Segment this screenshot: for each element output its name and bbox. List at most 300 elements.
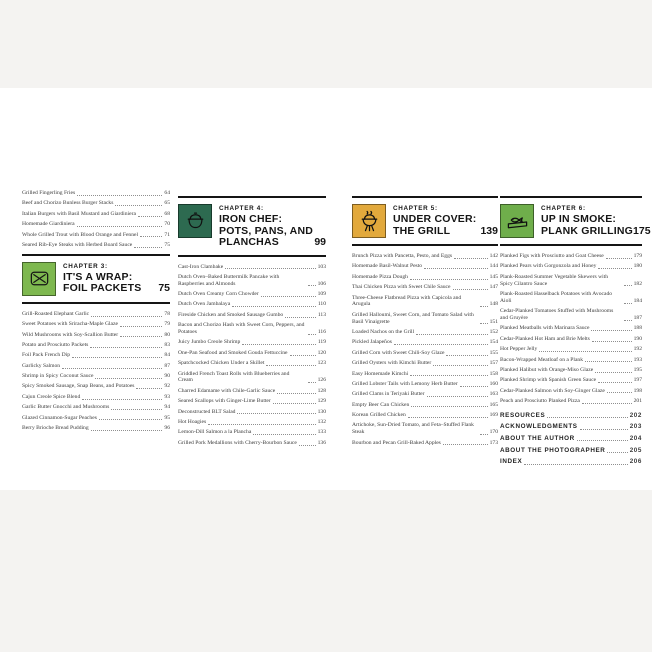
toc-page-number: 197 xyxy=(633,377,642,384)
toc-item xyxy=(22,232,170,239)
chapter-label: CHAPTER 4: xyxy=(219,205,264,212)
chapter-title-line: THE GRILL xyxy=(393,224,451,237)
toc-page-number: 163 xyxy=(489,391,498,398)
toc-item-title: Cedar-Planked Salmon with Soy-Ginger Glaze xyxy=(500,387,605,394)
dot-leader xyxy=(299,444,316,446)
toc-item-title: Homemade Giardiniera xyxy=(22,221,75,228)
toc-page-number: 206 xyxy=(629,458,642,466)
toc-page-number: 109 xyxy=(317,291,326,298)
toc-item-title: Lemon-Dill Salmon a la Plancha xyxy=(178,429,252,436)
toc-page-number: 68 xyxy=(164,210,170,217)
toc-item-title: Potato and Prosciutto Packets xyxy=(22,341,89,348)
dot-leader xyxy=(582,402,632,404)
dot-leader xyxy=(606,257,632,259)
toc-page-number: 136 xyxy=(317,439,326,446)
chapter-label: CHAPTER 5: xyxy=(393,205,438,212)
toc-column-1 xyxy=(22,190,170,435)
toc-page-number: 83 xyxy=(164,341,170,348)
dot-leader xyxy=(524,463,627,465)
toc-item-title: Empty Beer Can Chicken xyxy=(352,401,410,408)
toc-item xyxy=(500,253,642,260)
toc-item-title: Seared Rib-Eye Steaks with Herbed Board Sauce xyxy=(22,241,133,248)
dot-leader xyxy=(232,305,316,307)
toc-item-title: Planked Shrimp with Spanish Green Sauce xyxy=(500,377,597,384)
dot-leader xyxy=(95,377,162,379)
toc-item xyxy=(22,211,170,218)
toc-item-title: Hot Hoagies xyxy=(178,418,207,425)
dot-leader xyxy=(577,439,628,441)
dot-leader xyxy=(134,246,162,248)
toc-item xyxy=(22,242,170,249)
toc-item xyxy=(178,301,326,308)
toc-page-number: 119 xyxy=(317,339,326,346)
toc-page-number: 190 xyxy=(633,335,642,342)
toc-page-number: 160 xyxy=(489,380,498,387)
toc-page-number: 198 xyxy=(633,387,642,394)
toc-item-title: Bourbon and Pecan Grill-Baked Apples xyxy=(352,439,441,446)
toc-column-3 xyxy=(352,190,498,450)
dot-leader xyxy=(111,408,162,410)
toc-item-title: Whole Grilled Trout with Blood Orange and Fennel xyxy=(22,231,139,238)
toc-item-title: Grilled Pork Medallions with Cherry-Bourbon Sauce xyxy=(178,439,297,446)
end-matter-item xyxy=(500,435,642,442)
toc-item-title: Juicy Jumbo Creole Shrimp xyxy=(178,339,241,346)
dot-leader xyxy=(607,391,632,393)
dot-leader xyxy=(411,405,487,407)
toc-page-number: 204 xyxy=(629,435,642,443)
toc-page-number: 155 xyxy=(489,349,498,356)
toc-item xyxy=(352,402,498,409)
toc-page-number: 173 xyxy=(489,439,498,446)
toc-page-number: 132 xyxy=(317,418,326,425)
dot-leader xyxy=(136,387,162,389)
toc-item-title: Cast-Iron Clambake xyxy=(178,263,224,270)
dot-leader xyxy=(290,354,316,356)
dot-leader xyxy=(82,398,162,400)
toc-item-title: Glazed Cinnamon-Sugar Peaches xyxy=(22,414,97,421)
toc-item-title: Grilled Oysters with Kimchi Butter xyxy=(352,360,432,367)
toc-item xyxy=(500,308,642,322)
dot-leader xyxy=(261,295,316,297)
toc-page-number: 80 xyxy=(164,331,170,338)
end-matter-item xyxy=(500,412,642,419)
dot-leader xyxy=(115,204,162,206)
toc-item-title: Homemade Pizza Dough xyxy=(352,273,408,280)
dot-leader xyxy=(90,346,162,348)
dot-leader xyxy=(273,402,316,404)
dot-leader xyxy=(624,284,632,286)
toc-item xyxy=(22,332,170,339)
toc-item xyxy=(178,312,326,319)
toc-page-number: 123 xyxy=(317,360,326,367)
chapter-title-line: IT'S A WRAP: xyxy=(63,270,133,283)
toc-page-number: 192 xyxy=(633,346,642,353)
toc-item xyxy=(500,367,642,374)
toc-page-number: 78 xyxy=(164,310,170,317)
dot-leader xyxy=(433,364,487,366)
toc-page-number: 142 xyxy=(489,253,498,259)
toc-item xyxy=(500,274,642,288)
dot-leader xyxy=(416,333,487,335)
toc-item-title: Grilled Clams in Teriyaki Butter xyxy=(352,391,425,398)
toc-item xyxy=(500,291,642,305)
toc-item-title: Deconstructed BLT Salad xyxy=(178,408,236,415)
toc-item-title: Dutch Oven Creamy Corn Chowder xyxy=(178,291,259,298)
chapter-page-number: 175 xyxy=(633,224,651,237)
toc-item-title: Grilled Lobster Tails with Lemony Herb Butter xyxy=(352,380,458,387)
dot-leader xyxy=(242,343,316,345)
toc-item xyxy=(178,322,326,336)
dot-leader xyxy=(595,371,631,373)
toc-item-title: Bacon and Chorizo Hash with Sweet Corn, Peppers, and Potatoes xyxy=(178,322,305,336)
toc-page-number: 158 xyxy=(489,370,498,377)
chapter-title-line: PLANCHAS xyxy=(219,236,279,248)
dot-leader xyxy=(410,374,487,376)
toc-item-title: Korean Grilled Chicken xyxy=(352,412,406,419)
toc-item xyxy=(22,200,170,207)
toc-page-number: 130 xyxy=(317,408,326,415)
chapter2-overflow-list xyxy=(22,190,170,249)
toc-page-number: 92 xyxy=(164,383,170,390)
toc-item xyxy=(178,360,326,367)
dot-leader xyxy=(277,392,315,394)
toc-item-title: Cajun Creole Spice Blend xyxy=(22,393,81,400)
chapter6-recipe-list xyxy=(500,253,642,405)
toc-page-number: 129 xyxy=(317,398,326,405)
toc-page-number: 169 xyxy=(489,412,498,419)
dot-leader xyxy=(480,322,488,324)
toc-item-title: Planked Figs with Prosciutto and Goat Cheese xyxy=(500,253,604,259)
dot-leader xyxy=(91,315,162,317)
toc-page-number: 65 xyxy=(164,200,170,207)
toc-page-number: 201 xyxy=(633,398,642,405)
toc-item-title: Dutch Oven Jambalaya xyxy=(178,301,231,308)
chapter-title-line: FOIL PACKETS xyxy=(63,282,142,295)
dot-leader xyxy=(308,284,316,286)
toc-item-title: One-Pan Seafood and Smoked Gouda Fettuccine xyxy=(178,349,288,356)
toc-item-title: Charred Edamame with Chile-Garlic Sauce xyxy=(178,387,276,394)
toc-item xyxy=(352,422,498,436)
chapter-title-line: POTS, PANS, AND xyxy=(219,224,314,237)
toc-page-number: 148 xyxy=(489,301,498,308)
toc-page-number: 203 xyxy=(629,423,642,431)
dot-leader xyxy=(460,385,488,387)
dot-leader xyxy=(99,418,163,420)
toc-column-4 xyxy=(500,190,651,470)
dot-leader xyxy=(591,329,631,331)
toc-page-number: 113 xyxy=(317,311,326,318)
toc-item-title: Cedar-Planked Hot Ham and Brie Melts xyxy=(500,335,590,342)
toc-page-number: 182 xyxy=(633,280,642,287)
toc-item-title: Plank-Roasted Summer Vegetable Skewers with Spicy Cilantro Sauce xyxy=(500,273,609,287)
chapter5-recipe-list xyxy=(352,253,498,446)
toc-item-title: Italian Burgers with Basil Mustard and Giardiniera xyxy=(22,210,136,217)
dot-leader xyxy=(120,335,162,337)
end-matter-item xyxy=(500,423,642,430)
toc-item xyxy=(500,325,642,332)
toc-page-number: 145 xyxy=(489,273,498,280)
toc-item-title: Wild Mushrooms with Soy-Scallion Butter xyxy=(22,331,119,338)
planked-fish-icon xyxy=(500,204,534,238)
toc-item-title: Grill-Roasted Elephant Garlic xyxy=(22,310,90,317)
toc-item xyxy=(178,398,326,405)
dot-leader xyxy=(208,423,315,425)
toc-item xyxy=(22,342,170,349)
dot-leader xyxy=(424,267,488,269)
toc-item xyxy=(352,381,498,388)
toc-item-title: Berry Brioche Bread Pudding xyxy=(22,425,89,432)
toc-item-title: Foil Pack French Dip xyxy=(22,352,71,359)
toc-page-number: 116 xyxy=(317,329,326,336)
toc-item-title: Hot Pepper Jelly xyxy=(500,346,538,353)
toc-item xyxy=(178,371,326,385)
toc-item-title: Loaded Nachos on the Grill xyxy=(352,328,415,335)
dot-leader xyxy=(480,305,488,307)
chapter-title-line: PLANK GRILLING xyxy=(541,224,634,237)
toc-page-number: 93 xyxy=(164,393,170,400)
toc-item-title: Grilled Fingerling Fries xyxy=(22,190,76,196)
toc-page-number: 165 xyxy=(489,401,498,408)
toc-item xyxy=(352,295,498,309)
toc-page-number: 94 xyxy=(164,404,170,411)
toc-page-number: 170 xyxy=(489,429,498,436)
toc-column-2 xyxy=(178,190,326,450)
toc-item xyxy=(352,253,498,260)
chapter-page-number: 139 xyxy=(480,224,498,237)
toc-item xyxy=(352,329,498,336)
toc-item xyxy=(352,440,498,447)
toc-item-title: Brunch Pizza with Pancetta, Pesto, and Eggs xyxy=(352,253,453,259)
chapter-title-line: UP IN SMOKE: xyxy=(541,213,617,225)
toc-item xyxy=(500,398,642,405)
toc-page-number: 154 xyxy=(489,339,498,346)
toc-item-title: Planked Halibut with Orange-Miso Glaze xyxy=(500,366,594,373)
toc-item-title: Garlicky Salmon xyxy=(22,362,61,369)
dot-leader xyxy=(592,340,632,342)
dot-leader xyxy=(394,343,488,345)
toc-page-number: 195 xyxy=(633,366,642,373)
toc-page-number: 152 xyxy=(489,328,498,335)
dot-leader xyxy=(539,350,631,352)
dot-leader xyxy=(585,360,632,362)
toc-item-title: Planked Pears with Gorgonzola and Honey xyxy=(500,263,597,270)
dot-leader xyxy=(408,416,488,418)
toc-page-number: 205 xyxy=(629,446,642,454)
dot-leader xyxy=(427,395,488,397)
toc-item-title: Garlic Butter Gnocchi and Mushrooms xyxy=(22,404,110,411)
chapter-4-header xyxy=(178,196,326,257)
end-matter-title: RESOURCES xyxy=(500,411,546,419)
dot-leader xyxy=(480,433,488,435)
toc-page-number: 147 xyxy=(489,284,498,291)
toc-item xyxy=(22,373,170,380)
chapter-6-header xyxy=(500,196,651,246)
dot-leader xyxy=(598,267,631,269)
toc-item xyxy=(178,409,326,416)
toc-item-title: Seared Scallops with Ginger-Lime Butter xyxy=(178,398,271,405)
toc-item-title: Easy Homemade Kimchi xyxy=(352,370,409,377)
dot-leader xyxy=(547,416,627,418)
toc-item-title: Fireside Chicken and Smoked Sausage Gumbo xyxy=(178,311,284,318)
toc-item-title: Sweet Potatoes with Sriracha-Maple Glaze xyxy=(22,321,118,328)
toc-page-number: 96 xyxy=(164,425,170,432)
toc-item xyxy=(352,312,498,326)
end-matter-title: INDEX xyxy=(500,458,523,466)
dot-leader xyxy=(72,356,162,358)
toc-page-number: 70 xyxy=(164,221,170,228)
end-matter-list xyxy=(500,412,642,466)
dot-leader xyxy=(598,381,631,383)
toc-page-number: 188 xyxy=(633,325,642,332)
toc-item-title: Shrimp in Spicy Coconut Sauce xyxy=(22,373,94,380)
toc-item-title: Peach and Prosciutto Planked Pizza xyxy=(500,398,580,405)
toc-item xyxy=(352,263,498,270)
toc-page-number: 157 xyxy=(489,360,498,367)
toc-item xyxy=(178,429,326,436)
toc-item xyxy=(352,360,498,367)
end-matter-title: ABOUT THE AUTHOR xyxy=(500,435,575,443)
toc-item-title: Three-Cheese Flatbread Pizza with Capicola and Arugula xyxy=(352,294,462,308)
toc-item xyxy=(352,284,498,291)
toc-item xyxy=(22,221,170,228)
toc-item-title: Bacon-Wrapped Meatloaf on a Plank xyxy=(500,356,584,363)
dot-leader xyxy=(138,215,162,217)
toc-page-number: 133 xyxy=(317,429,326,436)
toc-item-title: Artichoke, Sun-Dried Tomato, and Feta–Stuffed Flank Steak xyxy=(352,422,474,436)
toc-item-title: Pickled Jalapeños xyxy=(352,339,392,346)
end-matter-item xyxy=(500,447,642,454)
toc-item xyxy=(352,391,498,398)
dot-leader xyxy=(62,367,162,369)
toc-item xyxy=(178,388,326,395)
chapter-title-line: IRON CHEF: xyxy=(219,213,283,225)
toc-item xyxy=(352,412,498,419)
chapter3-recipe-list xyxy=(22,311,170,432)
toc-page-number: 126 xyxy=(317,377,326,384)
chapter-page-number: 99 xyxy=(314,236,326,248)
toc-item xyxy=(500,377,642,384)
toc-item xyxy=(178,274,326,288)
toc-item xyxy=(22,425,170,432)
toc-page-number: 95 xyxy=(164,414,170,421)
dot-leader xyxy=(410,278,488,280)
dot-leader xyxy=(580,428,628,430)
toc-item-title: Grilled Halloumi, Sweet Corn, and Tomato Salad with Basil Vinaigrette xyxy=(352,311,474,325)
dot-leader xyxy=(77,225,163,227)
dot-leader xyxy=(266,364,315,366)
toc-item-title: Spatchcocked Chicken Under a Skillet xyxy=(178,360,265,367)
dot-leader xyxy=(624,319,632,321)
toc-item xyxy=(22,363,170,370)
toc-page-number: 79 xyxy=(164,321,170,328)
dot-leader xyxy=(225,267,315,269)
dot-leader xyxy=(237,412,315,414)
end-matter-item xyxy=(500,458,642,465)
chapter-3-header xyxy=(22,254,170,304)
dot-leader xyxy=(607,451,627,453)
toc-item-title: Beef and Chorizo Bunless Burger Stacks xyxy=(22,200,114,207)
toc-item xyxy=(352,371,498,378)
toc-page-number: 179 xyxy=(633,253,642,259)
dot-leader xyxy=(140,235,162,237)
toc-page-number: 202 xyxy=(629,411,642,419)
toc-item xyxy=(178,350,326,357)
toc-item xyxy=(22,352,170,359)
toc-page-number: 120 xyxy=(317,349,326,356)
toc-item xyxy=(178,419,326,426)
dot-leader xyxy=(624,302,632,304)
dot-leader xyxy=(91,429,163,431)
toc-page-number: 187 xyxy=(633,314,642,321)
toc-item xyxy=(500,263,642,270)
toc-item xyxy=(352,350,498,357)
toc-item xyxy=(22,321,170,328)
chapter-5-header xyxy=(352,196,498,246)
toc-item-title: Homemade Basil-Walnut Pesto xyxy=(352,263,423,270)
toc-page-number: 151 xyxy=(489,318,498,325)
toc-page-number: 90 xyxy=(164,373,170,380)
toc-item xyxy=(500,346,642,353)
toc-page-number: 110 xyxy=(317,301,326,308)
chapter-label: CHAPTER 6: xyxy=(541,205,586,212)
toc-item-title: Spicy Smoked Sausage, Snap Beans, and Potatoes xyxy=(22,383,135,390)
toc-page-number: 128 xyxy=(317,387,326,394)
dot-leader xyxy=(454,257,488,259)
toc-item xyxy=(500,388,642,395)
toc-item xyxy=(22,311,170,318)
chapter-label: CHAPTER 3: xyxy=(63,262,108,270)
dot-leader xyxy=(443,443,488,445)
chapter4-recipe-list xyxy=(178,264,326,447)
toc-item xyxy=(22,415,170,422)
toc-item xyxy=(178,339,326,346)
end-matter-title: ABOUT THE PHOTOGRAPHER xyxy=(500,446,606,454)
toc-item xyxy=(352,274,498,281)
end-matter-title: ACKNOWLEDGMENTS xyxy=(500,423,578,431)
toc-item xyxy=(22,404,170,411)
toc-item-title: Cedar-Planked Tomatoes Stuffed with Mushrooms and Gruyère xyxy=(500,308,614,321)
dot-leader xyxy=(120,325,162,327)
toc-item-title: Plank-Roasted Hasselback Potatoes with Avocado Aioli xyxy=(500,290,613,304)
toc-item xyxy=(22,190,170,197)
dot-leader xyxy=(453,288,488,290)
toc-page-number: 75 xyxy=(164,241,170,248)
dot-leader xyxy=(77,194,162,196)
toc-page-number: 184 xyxy=(633,297,642,304)
dot-leader xyxy=(308,333,316,335)
toc-item xyxy=(178,264,326,271)
toc-page-number: 87 xyxy=(164,362,170,369)
toc-item-title: Dutch Oven–Baked Buttermilk Pancake with Raspberries and Almonds xyxy=(178,273,280,287)
toc-page-number: 64 xyxy=(164,190,170,196)
toc-item-title: Planked Meatballs with Marinara Sauce xyxy=(500,325,590,332)
dot-leader xyxy=(285,316,316,318)
kettle-grill-icon xyxy=(352,204,386,238)
toc-item xyxy=(178,440,326,447)
toc-page-number: 84 xyxy=(164,352,170,359)
toc-item xyxy=(22,394,170,401)
toc-item xyxy=(500,336,642,343)
dot-leader xyxy=(446,354,487,356)
toc-item xyxy=(352,339,498,346)
toc-page-number: 106 xyxy=(317,280,326,287)
toc-item-title: Grilled Corn with Sweet Chili-Soy Glaze xyxy=(352,349,445,356)
toc-page-number: 103 xyxy=(317,263,326,270)
chapter-page-number: 75 xyxy=(158,282,170,295)
toc-item xyxy=(500,357,642,364)
foil-packet-icon xyxy=(22,262,56,296)
toc-item xyxy=(178,291,326,298)
